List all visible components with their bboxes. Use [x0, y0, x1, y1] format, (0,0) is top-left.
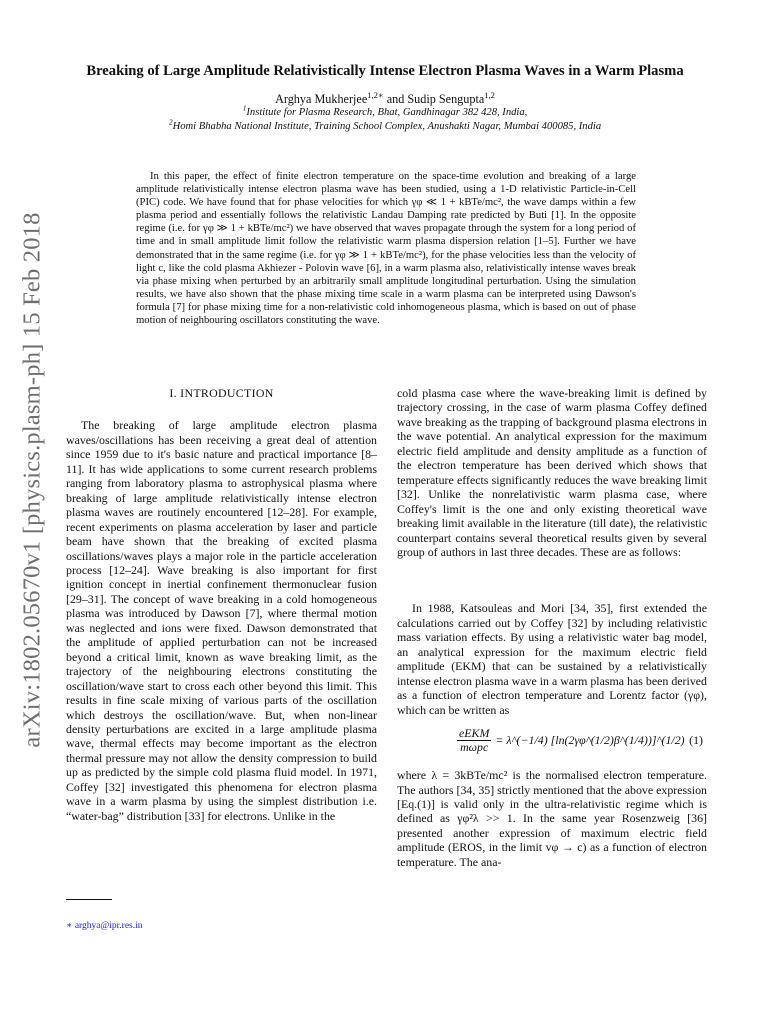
- footnote: [66, 920, 143, 931]
- right-column: [397, 386, 707, 869]
- arxiv-identifier-stamp: [10, 212, 56, 748]
- affiliation-1-text: Institute for Plasma Research, Bhat, Gandhinagar 382 428, India,: [246, 107, 528, 118]
- author-1-superscript: 1,2∗: [367, 89, 384, 100]
- footnote-email-link[interactable]: arghya@ipr.res.in: [74, 921, 143, 931]
- intro-paragraph-1: The breaking of large amplitude electron plasma waves/oscillations has been receiving a great deal of attention since 1959 due to it's basic nature and practical importance [8–11]. It has wide applications to some current research problems ranging from laboratory plasma to astrophysical plasma where breaking of large amplitude relativistically intense electron plasma waves are routinely encountered [12–28]. For example, recent experiments on plasma acceleration by laser and particle beam have shown that the breaking of excited plasma oscillations/waves plays a major role in the particle acceleration process [12–24]. Wave breaking is also important for first ignition concept in inertial confinement thermonuclear fusion [29–31]. The concept of wave breaking in a cold homogeneous plasma was introduced by Dawson [7], where thermal motion was neglected and ions were fixed. Dawson demonstrated that the amplitude of applied perturbation can not be increased beyond a critical limit, known as wave breaking limit, as the trajectory of the neighbouring electrons constituting the oscillation/wave start to cross each other beyond this limit. This results in fine scale mixing of various parts of the oscillation which destroys the oscillation/wave. But, when non-linear density perturbations are excited in a large amplitude plasma wave, thermal effects may become important as the electron thermal pressure may not allow the density compression to build up as predicted by the simple cold plasma fluid model. In 1971, Coffey [32] investigated this phenomena for electron plasma wave in a warm plasma by using the simplest distribution i.e. “water-bag” distribution [33] for electrons. Unlike in the: [66, 418, 377, 823]
- affiliation-1: [62, 103, 708, 120]
- intro-paragraph-2: cold plasma case where the wave-breaking limit is defined by trajectory crossing, in the case of warm plasma Coffey defined wave breaking as the trapping of background plasma electrons in the wave potential. An analytical expression for the maximum electric field amplitude and density amplitude as a function of the electron temperature has been derived which shows that temperature effects significantly reduces the wave breaking limit [32]. Unlike the nonrelativistic warm plasma case, where Coffey's limit is the one and only existing theoretical wave breaking limit available in the literature (till date), the relativistic counterpart contains several theoretical results given by several group of authors in last three decades. These are as follows:: [397, 386, 707, 559]
- section-heading-introduction: I. INTRODUCTION: [169, 386, 274, 400]
- arxiv-id-text: arXiv:1802.05670v1 [physics.plasm-ph] 15 Feb 2018: [19, 212, 47, 748]
- affiliation-2-superscript: 2: [168, 116, 173, 126]
- affiliation-1-superscript: 1: [242, 103, 247, 113]
- intro-paragraph-3: In 1988, Katsouleas and Mori [34, 35], first extended the calculations carried out by Coffey [32] by including relativistic mass variation effects. By using a relativistic water bag model, an analytical expression for the maximum electric field amplitude (EKM) that can be sustained by a relativistically intense electron plasma wave in a warm plasma has been derived as a function of electron temperature and Lorentz factor (γφ), which can be written as: [397, 601, 707, 717]
- intro-paragraph-4: where λ = 3kBTe/mc² is the normalised electron temperature. The authors [34, 35] strictly mentioned that the above expression [Eq.(1)] is valid only in the ultra-relativistic regime which is defined as γφ²λ >> 1. In the same year Rosenzweig [36] presented another expression of maximum electric field amplitude (EROS, in the limit vφ → c) as a function of electron temperature. The ana-: [397, 768, 707, 869]
- author-line: [62, 89, 708, 106]
- footnote-divider: [66, 899, 112, 900]
- equation-denominator: mωpc: [460, 740, 489, 755]
- abstract: In this paper, the effect of finite electron temperature on the space-time evolution and breaking of a large amplitude relativistically intense electron plasma wave has been studied, using a 1-D relativistic Particle-in-Cell (PIC) code. We have found that for phase velocities for which γφ ≪ 1 + kBTe/mc², the wave damps within a few plasma period and essentially follows the relativistic Landau Damping rate predicted by Buti [1]. In the opposite regime (i.e. for γφ ≫ 1 + kBTe/mc²) we have observed that waves propagate through the system for a long period of time and in small amplitude limit follow the relativistic warm plasma dispersion relation [1–5]. Further we have demonstrated that in the same regime (i.e. for γφ ≫ 1 + kBTe/mc²), for the phase velocities less than the velocity of light c, like the cold plasma Akhiezer - Polovin wave [6], in a warm plasma also, relativistically intense waves break via phase mixing when perturbed by an arbitrarily small amplitude longitudinal perturbation. Using the simulation results, we have also shown that the phase mixing time scale in a warm plasma can be interpreted using Dawson's formula [7] for phase mixing time for a non-relativistic cold inhomogeneous plasma, which is based on out of phase motion of neighbouring oscillators constituting the wave.: [136, 171, 636, 327]
- equation-1: [397, 727, 707, 754]
- equation-numerator: eEKM: [459, 726, 490, 741]
- equation-fraction: [457, 727, 491, 754]
- paper-title: Breaking of Large Amplitude Relativistically Intense Electron Plasma Waves in a Warm Plasma: [86, 63, 684, 79]
- and-conjunction: and: [386, 92, 405, 106]
- affiliation-2-text: Homi Bhabha National Institute, Training School Complex, Anushakti Nagar, Mumbai 400085, India: [172, 120, 602, 132]
- footnote-mark: ∗: [66, 921, 73, 931]
- author-1-name: Arghya Mukherjee: [275, 92, 368, 106]
- author-2-superscript: 1,2: [484, 89, 495, 100]
- equation-rhs: = λ^(−1/4) [ln(2γφ^(1/2)β^(1/4))]^(1/2): [495, 733, 685, 748]
- author-2-name: Sudip Sengupta: [407, 92, 485, 106]
- equation-number: (1): [689, 733, 703, 748]
- paper-header: [62, 62, 708, 133]
- left-column: [66, 386, 377, 823]
- affiliation-2: [62, 116, 708, 134]
